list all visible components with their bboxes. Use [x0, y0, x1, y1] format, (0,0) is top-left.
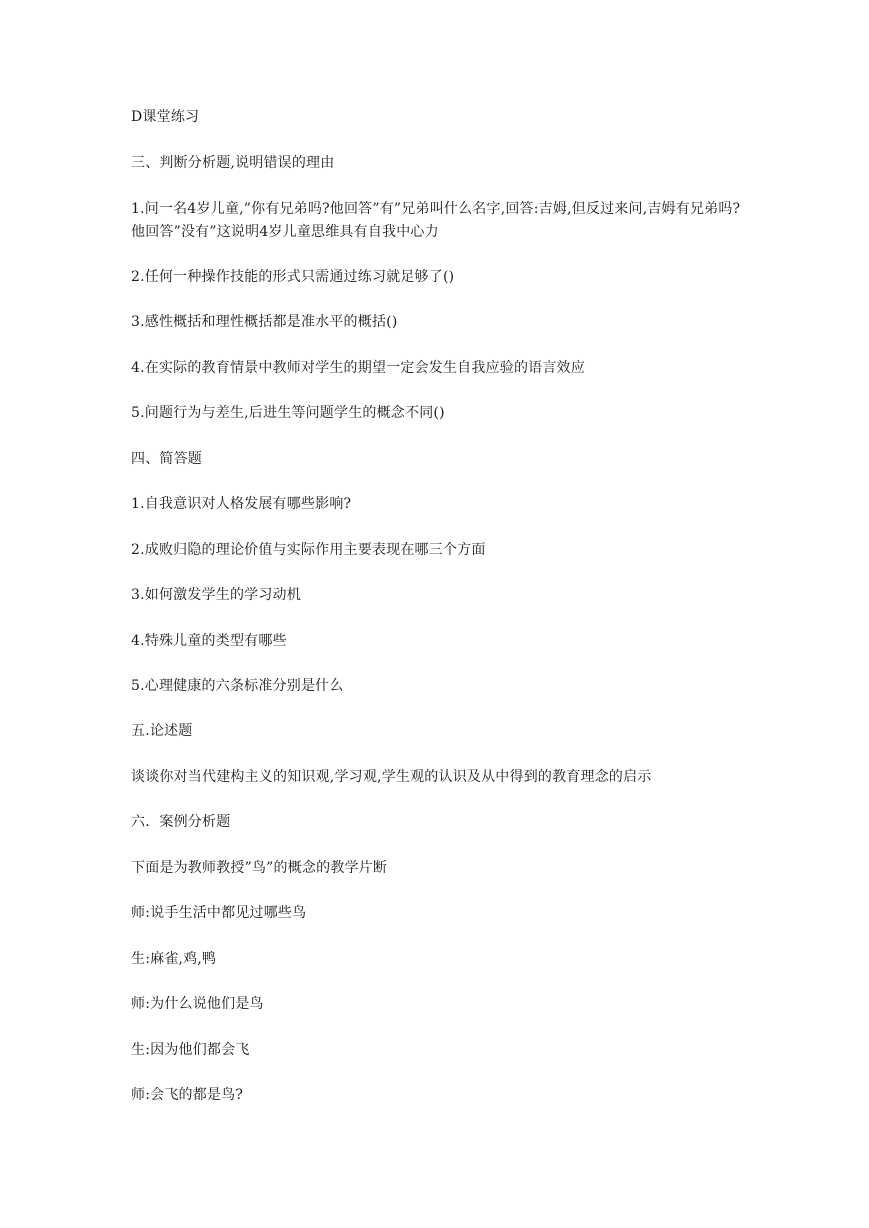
question-short-5: 5.心理健康的六条标准分别是什么 — [131, 678, 344, 694]
dialogue-line-5: 师:会飞的都是鸟? — [131, 1087, 244, 1103]
case-intro: 下面是为教师教授”鸟”的概念的教学片断 — [131, 860, 388, 876]
section-heading-short-answer: 四、简答题 — [131, 451, 202, 467]
question-short-4: 4.特殊儿童的类型有哪些 — [131, 633, 287, 649]
section-heading-essay: 五.论述题 — [131, 723, 193, 739]
question-judgment-2: 2.任何一种操作技能的形式只需通过练习就足够了() — [131, 269, 455, 285]
question-short-1: 1.自我意识对人格发展有哪些影响? — [131, 496, 352, 512]
question-judgment-1: 1.问一名4岁儿童,”你有兄弟吗?他回答”有”兄弟叫什么名字,回答:吉姆,但反过来问,吉姆有兄弟吗?他回答”没有”这说明4岁儿童思维具有自我中心力 — [131, 201, 741, 240]
dialogue-line-4: 生:因为他们都会飞 — [131, 1042, 250, 1058]
question-judgment-5: 5.问题行为与差生,后进生等问题学生的概念不同() — [131, 405, 445, 421]
question-short-3: 3.如何激发学生的学习动机 — [131, 587, 301, 603]
question-judgment-3: 3.感性概括和理性概括都是准水平的概括() — [131, 314, 398, 330]
section-label-d-classroom-practice: D课堂练习 — [131, 109, 200, 125]
dialogue-line-3: 师:为什么说他们是鸟 — [131, 996, 264, 1012]
question-short-2: 2.成败归隐的理论价值与实际作用主要表现在哪三个方面 — [131, 542, 486, 558]
dialogue-line-1: 师:说手生活中都见过哪些鸟 — [131, 905, 307, 921]
question-judgment-4: 4.在实际的教育情景中教师对学生的期望一定会发生自我应验的语言效应 — [131, 360, 585, 376]
section-heading-judgment-analysis: 三、判断分析题,说明错误的理由 — [131, 155, 335, 171]
question-essay: 谈谈你对当代建构主义的知识观,学习观,学生观的认识及从中得到的教育理念的启示 — [131, 769, 652, 785]
dialogue-line-2: 生:麻雀,鸡,鸭 — [131, 951, 217, 967]
section-heading-case-analysis: 六．案例分析题 — [131, 814, 231, 830]
